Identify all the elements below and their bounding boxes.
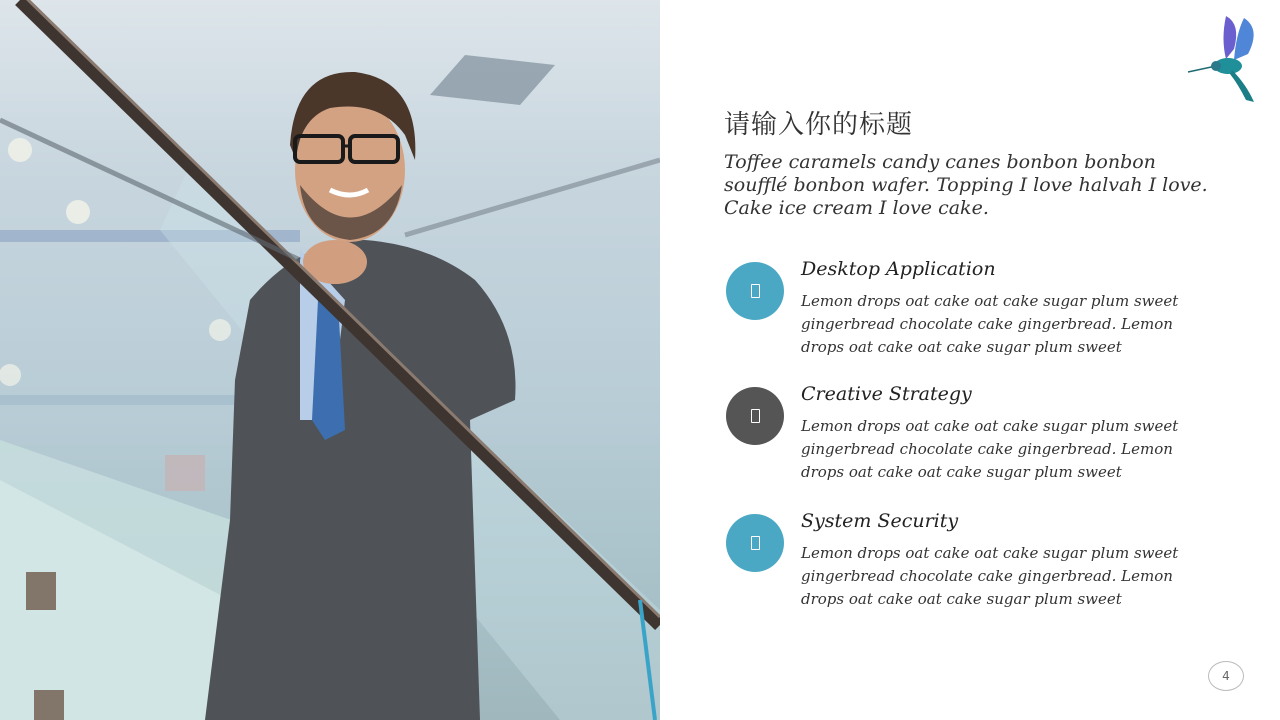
feature-description: Lemon drops oat cake oat cake sugar plum sweet gingerbread chocolate cake gingerbread. Lemon drops oat cake oat cake sugar plum sweet [801, 544, 1179, 608]
feature-desktop-application [726, 258, 1226, 372]
desktop-icon [726, 262, 784, 320]
feature-description: Lemon drops oat cake oat cake sugar plum sweet gingerbread chocolate cake gingerbread. Lemon drops oat cake oat cake sugar plum sweet [801, 292, 1179, 356]
feature-title: Desktop Application [801, 258, 996, 280]
slide-intro: Toffee caramels candy canes bonbon bonbon soufflé bonbon wafer. Topping I love halvah I love. Cake ice cream I love cake. [724, 151, 1208, 219]
hummingbird-logo [1186, 14, 1266, 106]
security-icon [726, 514, 784, 572]
feature-title: System Security [801, 510, 959, 532]
feature-creative-strategy [726, 383, 1226, 497]
feature-title: Creative Strategy [801, 383, 972, 405]
page-number-badge: 4 [1208, 661, 1244, 691]
slide-title: 请输入你的标题 [724, 110, 914, 140]
feature-system-security [726, 510, 1226, 624]
feature-description: Lemon drops oat cake oat cake sugar plum sweet gingerbread chocolate cake gingerbread. Lemon drops oat cake oat cake sugar plum sweet [801, 417, 1179, 481]
strategy-icon [726, 387, 784, 445]
